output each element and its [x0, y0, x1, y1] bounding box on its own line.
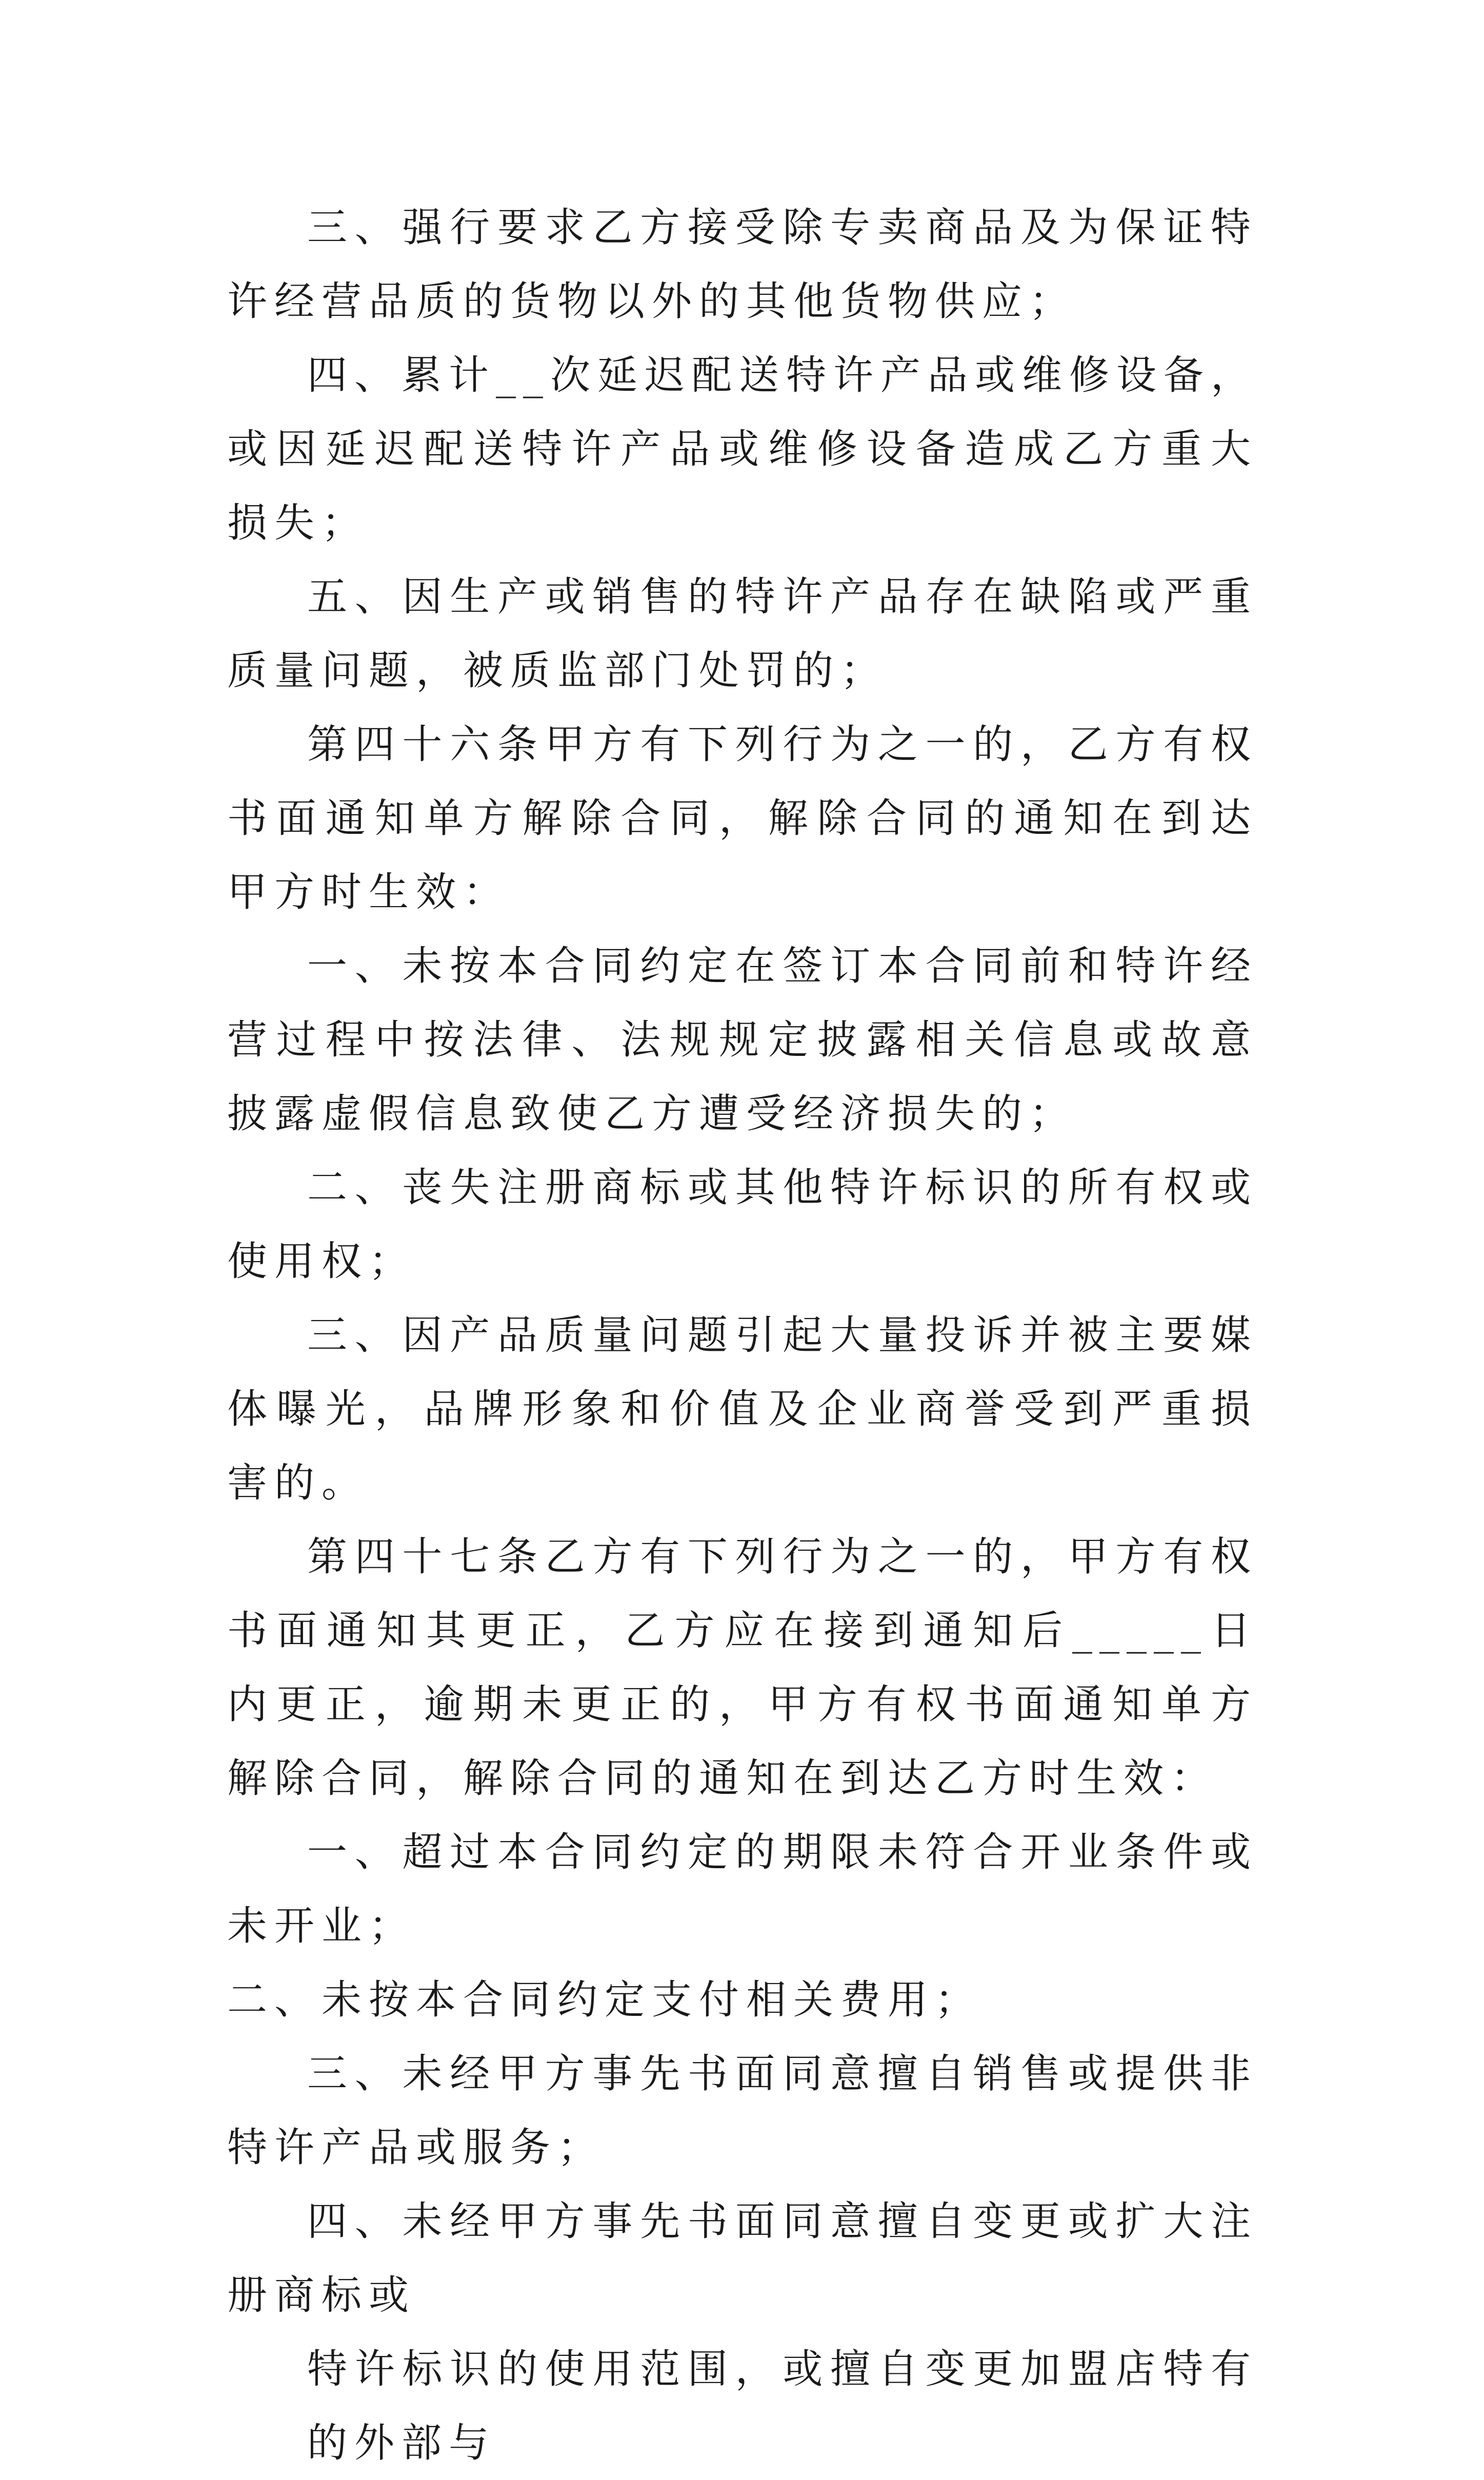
paragraph-item-5-quality-penalty: 五、因生产或销售的特许产品存在缺陷或严重质量问题，被质监部门处罚的；	[227, 574, 1258, 694]
paragraph-item-4-delayed-delivery: 四、累计__次延迟配送特许产品或维修设备，或因延迟配送特许产品或维修设备造成乙方重大损失；	[227, 352, 1258, 546]
paragraph-article-47-item-4: 四、未经甲方事先书面同意擅自变更或扩大注册商标或	[227, 2198, 1258, 2318]
paragraph-article-47-item-3: 三、未经甲方事先书面同意擅自销售或提供非特许产品或服务；	[227, 2051, 1258, 2171]
paragraph-article-46-item-2: 二、丧失注册商标或其他特许标识的所有权或使用权；	[227, 1165, 1258, 1285]
paragraph-article-47-item-4-continued: 特许标识的使用范围，或擅自变更加盟店特有的外部与	[307, 2346, 1258, 2466]
document-body	[227, 191, 1258, 2480]
paragraph-article-47: 第四十七条乙方有下列行为之一的，甲方有权书面通知其更正，乙方应在接到通知后_____日内更正，逾期未更正的，甲方有权书面通知单方解除合同，解除合同的通知在到达乙方时生效：	[227, 1534, 1258, 1802]
paragraph-article-46: 第四十六条甲方有下列行为之一的，乙方有权书面通知单方解除合同，解除合同的通知在到达甲方时生效：	[227, 722, 1258, 915]
paragraph-article-46-item-3: 三、因产品质量问题引起大量投诉并被主要媒体曝光，品牌形象和价值及企业商誉受到严重损害的。	[227, 1312, 1258, 1506]
paragraph-article-47-item-1: 一、超过本合同约定的期限未符合开业条件或未开业；	[227, 1829, 1258, 1949]
paragraph-article-46-item-1: 一、未按本合同约定在签订本合同前和特许经营过程中按法律、法规规定披露相关信息或故意披露虚假信息致使乙方遭受经济损失的；	[227, 943, 1258, 1137]
paragraph-item-3-forced-supply: 三、强行要求乙方接受除专卖商品及为保证特许经营品质的货物以外的其他货物供应；	[227, 205, 1258, 325]
paragraph-article-47-item-2: 二、未按本合同约定支付相关费用；	[227, 1977, 982, 2023]
